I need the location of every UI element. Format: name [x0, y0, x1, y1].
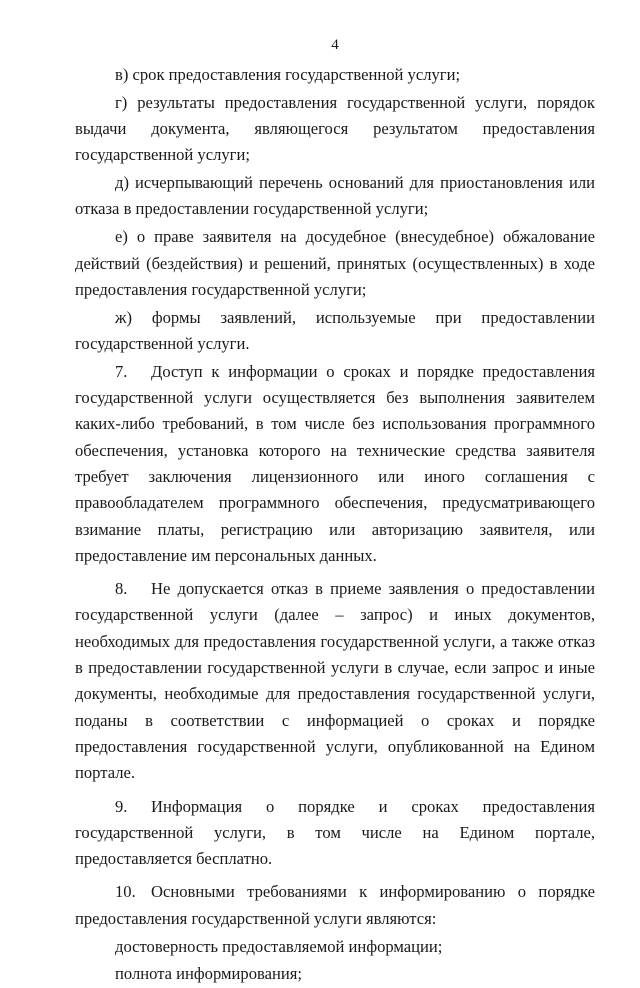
clause-number: 10.	[115, 882, 136, 902]
clause-number: 7.	[115, 361, 128, 381]
list-item-d	[75, 170, 595, 223]
clause-9	[75, 794, 595, 873]
list-item-zh	[75, 305, 595, 358]
clause-8	[75, 576, 595, 786]
clause-number: 8.	[115, 579, 128, 599]
paragraph-text: ж) формы заявлений, используемые при предоставлении государственной услуги.	[75, 307, 595, 353]
clause-10	[75, 879, 595, 932]
clause-7	[75, 359, 595, 569]
paragraph-text: г) результаты предоставления государственной услуги, порядок выдачи документа, являющегося результатом предоставления государственной услуги;	[75, 92, 595, 165]
clause-number: 9.	[115, 796, 128, 816]
document-body	[75, 62, 595, 988]
page-number: 4	[331, 37, 339, 53]
paragraph-text: полнота информирования;	[115, 964, 302, 984]
list-item-e	[75, 224, 595, 303]
paragraph-text: е) о праве заявителя на досудебное (внесудебное) обжалование действий (бездействия) и решений, принятых (осуществленных) в ходе предоставления государственной услуги;	[75, 227, 595, 299]
paragraph-text: Основными требованиями к информированию о порядке предоставления государственной услуги являются:	[75, 882, 595, 928]
requirement-item	[75, 961, 595, 987]
requirement-item	[75, 934, 595, 960]
paragraph-text: в) срок предоставления государственной услуги;	[115, 65, 461, 84]
paragraph-text: Не допускается отказ в приеме заявления о предоставлении государственной услуги (далее – запрос) и иных документов, необходимых для предоставления государственной услуги, а также отказ в предоставлении государственной услуги в случае, если запрос и иные документы, необходимые для предоставления государственной услуги, поданы в соответствии с информацией о сроках и порядке предоставления государственной услуги, опубликованной на Едином портале.	[75, 579, 595, 783]
paragraph-text: Информация о порядке и сроках предоставления государственной услуги, в том числе на Едином портале, предоставляется бесплатно.	[75, 796, 595, 869]
paragraph-text: Доступ к информации о сроках и порядке предоставления государственной услуги осуществляется без выполнения заявителем каких-либо требований, в том числе без использования программного обеспечения, установка которого на технические средства заявителя требует заключения лицензионного или иного соглашения с правообладателем программного обеспечения, предусматривающего взимание платы, регистрацию или авторизацию заявителя, или предоставление им персональных данных.	[75, 361, 595, 565]
list-item-g	[75, 90, 595, 169]
paragraph-text: д) исчерпывающий перечень оснований для приостановления или отказа в предоставлении государственной услуги;	[75, 173, 595, 219]
list-item-v	[75, 62, 595, 88]
paragraph-text: достоверность предоставляемой информации;	[115, 936, 443, 956]
